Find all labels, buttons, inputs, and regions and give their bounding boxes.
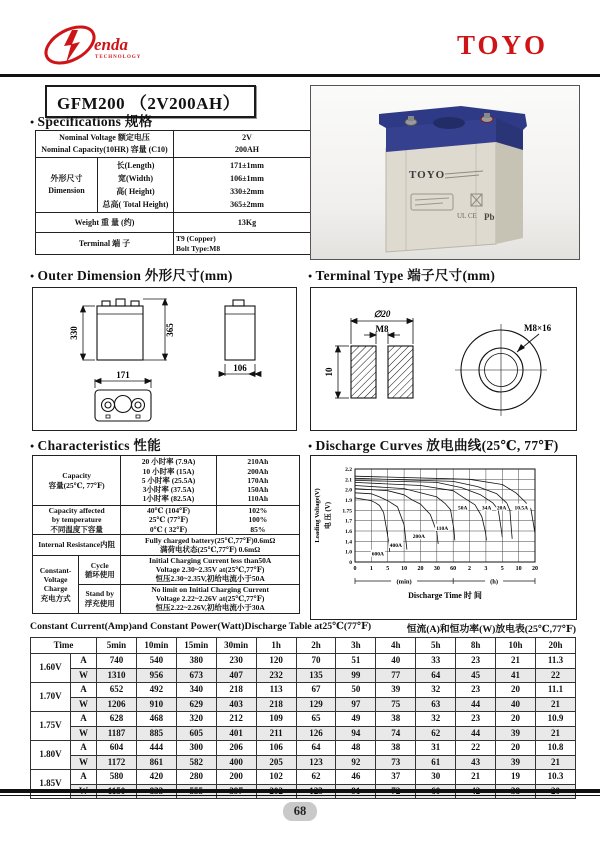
table-cell: 44 xyxy=(456,697,496,712)
svg-text:Loading Voltage(V): Loading Voltage(V) xyxy=(314,488,321,543)
svg-text:1.75: 1.75 xyxy=(342,508,352,515)
table-cell: 205 xyxy=(256,755,296,770)
standby-label: Stand by 浮充使用 xyxy=(79,584,121,613)
footer-rule-thick xyxy=(0,789,600,793)
column-header: 1h xyxy=(256,638,296,654)
svg-text:600A: 600A xyxy=(371,551,385,558)
temp-label: Capacity affected by temperature 不同温度下容量 xyxy=(33,506,121,535)
voltage-label: 1.75V xyxy=(31,712,71,741)
column-header: 3h xyxy=(336,638,376,654)
svg-text:2: 2 xyxy=(468,566,472,572)
table-row xyxy=(33,456,300,506)
table-cell: 45 xyxy=(456,668,496,683)
svg-text:1: 1 xyxy=(369,566,373,572)
svg-text:1.6: 1.6 xyxy=(345,529,352,535)
table-cell: 32 xyxy=(416,683,456,698)
table-cell: 41 xyxy=(496,668,536,683)
table-cell: 21 xyxy=(535,697,575,712)
column-header: 20h xyxy=(535,638,575,654)
table-row-current: 1.80V A 604 444 300 206 106 64 48 38 31 22 20 10.8 xyxy=(31,741,576,756)
table-cell: 38 xyxy=(376,712,416,727)
temp-conditions: 40℃ (104℉) 25℃ (77℉) 0℃ ( 32℉) xyxy=(121,506,216,535)
table-row-current: 1.60V A 740 540 380 230 120 70 51 40 33 23 21 11.3 xyxy=(31,654,576,669)
table-row xyxy=(33,534,300,555)
table-cell: 444 xyxy=(136,741,176,756)
table-cell: 420 xyxy=(136,770,176,785)
capacity-hours: 20 小时率 (7.9A) 10 小时率 (15A) 5 小时率 (25.5A) 3小时率 (37.5A) 1小时率 (82.5A) xyxy=(121,456,216,506)
section-discharge-curves: ● Discharge Curves 放电曲线(25℃, 77℉) xyxy=(308,434,559,454)
table-row-power: W 1187 885 605 401 211 126 94 74 62 44 39 21 xyxy=(31,726,576,741)
table-cell: 20 xyxy=(496,712,536,727)
enda-logo xyxy=(42,18,162,74)
svg-text:5: 5 xyxy=(386,566,390,572)
table-cell: 73 xyxy=(376,755,416,770)
svg-text:0: 0 xyxy=(349,560,352,566)
dim-total-height-365: 365 xyxy=(165,323,175,337)
table-cell: 540 xyxy=(136,654,176,669)
table-cell: 23 xyxy=(456,683,496,698)
svg-text:1.9: 1.9 xyxy=(345,498,352,504)
table-cell: 218 xyxy=(256,697,296,712)
table-cell: 1187 xyxy=(97,726,137,741)
column-header: 10min xyxy=(136,638,176,654)
table-cell: 49 xyxy=(336,712,376,727)
spec-dimension-names: 长(Length) 宽(Width) 高( Height) 总高( Total Height) xyxy=(98,158,174,213)
table-cell: 956 xyxy=(136,668,176,683)
column-header: 2h xyxy=(296,638,336,654)
table-cell: 206 xyxy=(216,741,256,756)
table-cell: 628 xyxy=(97,712,137,727)
table-cell: 10.8 xyxy=(535,741,575,756)
callout-m8x16: M8×16 xyxy=(524,323,552,333)
svg-text:1.0: 1.0 xyxy=(345,549,352,556)
capacity-values: 210Ah 200Ah 170Ah 150Ah 110Ah xyxy=(216,456,299,506)
spec-dimension-values: 171±1mm 106±1mm 330±2mm 365±2mm xyxy=(174,158,321,213)
section-outer-dimension: ● Outer Dimension 外形尺寸(mm) xyxy=(30,264,233,284)
table-cell: 1310 xyxy=(97,668,137,683)
table-cell: 885 xyxy=(136,726,176,741)
dim-width-106: 106 xyxy=(233,363,247,373)
table-cell: 123 xyxy=(296,755,336,770)
table-cell: 33 xyxy=(416,654,456,669)
toyo-logo: TOYO xyxy=(456,30,548,60)
table-cell: 113 xyxy=(256,683,296,698)
table-cell: 120 xyxy=(256,654,296,669)
table-cell: 65 xyxy=(296,712,336,727)
table-row xyxy=(36,158,321,213)
svg-text:1.4: 1.4 xyxy=(345,539,352,546)
table-cell: 77 xyxy=(376,668,416,683)
table-cell: 340 xyxy=(176,683,216,698)
ir-value: Fully charged battery(25℃,77℉)0.6mΩ 满荷电状态(25℃,77℉) 0.6mΩ xyxy=(121,534,300,555)
svg-text:10: 10 xyxy=(515,566,522,572)
svg-text:20: 20 xyxy=(417,566,424,572)
column-header: 4h xyxy=(376,638,416,654)
table-cell: 31 xyxy=(416,741,456,756)
page-number: 68 xyxy=(283,802,317,821)
svg-text:400A: 400A xyxy=(389,542,403,549)
footer-rule-thin xyxy=(0,795,600,796)
table-cell: 230 xyxy=(216,654,256,669)
table-row-power: W 1310 956 673 407 232 135 99 77 64 45 41 22 xyxy=(31,668,576,683)
table-cell: 10.9 xyxy=(535,712,575,727)
table-row xyxy=(36,233,321,255)
ul-ce-marks: UL CE xyxy=(457,212,477,220)
table-cell: 32 xyxy=(416,712,456,727)
table-cell: 582 xyxy=(176,755,216,770)
battery-photo xyxy=(310,85,580,260)
table-cell: 74 xyxy=(376,726,416,741)
svg-text:10: 10 xyxy=(401,566,408,572)
table-cell: 109 xyxy=(256,712,296,727)
table-cell: 232 xyxy=(256,668,296,683)
svg-text:2.2: 2.2 xyxy=(345,467,352,473)
section-terminal-type: ● Terminal Type 端子尺寸(mm) xyxy=(308,264,495,284)
table-row-current: 1.75V A 628 468 320 212 109 65 49 38 32 23 20 10.9 xyxy=(31,712,576,727)
table-cell: 1172 xyxy=(97,755,137,770)
voltage-label: 1.70V xyxy=(31,683,71,712)
table-cell: 21 xyxy=(496,654,536,669)
table-cell: 492 xyxy=(136,683,176,698)
svg-text:1.7: 1.7 xyxy=(345,518,352,525)
svg-text:电 压 (V): 电 压 (V) xyxy=(324,501,332,530)
table-cell: 61 xyxy=(416,755,456,770)
table-cell: 218 xyxy=(216,683,256,698)
dim-length-171: 171 xyxy=(116,370,130,380)
standby-value: No limit on Initial Charging Current Voltage 2.22~2.26V at(25℃,77℉) 恒压2.22~2.26V,初给电流小于30A xyxy=(121,584,300,613)
table-cell: 38 xyxy=(376,741,416,756)
table-cell: 200 xyxy=(216,770,256,785)
table-cell: 37 xyxy=(376,770,416,785)
table-cell: 75 xyxy=(376,697,416,712)
table-cell: 468 xyxy=(136,712,176,727)
section-characteristics: ● Characteristics 性能 xyxy=(30,434,161,454)
table-cell: 407 xyxy=(216,668,256,683)
table-row xyxy=(36,131,321,158)
cycle-label: Cycle 循环使用 xyxy=(79,555,121,584)
table-cell: 102 xyxy=(256,770,296,785)
table-cell: 40 xyxy=(496,697,536,712)
table-cell: 39 xyxy=(376,683,416,698)
table-header-row: Time 5min 10min 15min 30min 1h 2h 3h 4h 5h 8h 10h 20h xyxy=(31,638,576,654)
voltage-label: 1.85V xyxy=(31,770,71,799)
table-cell: 22 xyxy=(535,668,575,683)
column-header: 15min xyxy=(176,638,216,654)
column-header: 8h xyxy=(456,638,496,654)
table-cell: 46 xyxy=(336,770,376,785)
svg-text:2.0: 2.0 xyxy=(345,487,352,494)
table-cell: 63 xyxy=(416,697,456,712)
table-row xyxy=(36,213,321,233)
battery-body-front xyxy=(386,138,496,252)
table-cell: 44 xyxy=(456,726,496,741)
table-cell: 129 xyxy=(296,697,336,712)
table-cell: 21 xyxy=(535,755,575,770)
svg-text:0: 0 xyxy=(353,566,357,572)
discharge-table-title-en: Constant Current(Amp)and Constant Power(Watt)Discharge Table at25℃(77℉) xyxy=(30,621,372,632)
spec-weight-value: 13Kg xyxy=(174,213,321,233)
svg-text:30: 30 xyxy=(433,566,440,572)
table-cell: 11.3 xyxy=(535,654,575,669)
table-row-current: 1.85V A 580 420 280 200 102 62 46 37 30 21 19 10.3 xyxy=(31,770,576,785)
discharge-table-title-cn: 恒流(A)和恒功率(W)放电表(25℃,77℉) xyxy=(406,624,576,635)
terminal-type-drawing xyxy=(310,287,577,431)
logo-text: enda xyxy=(94,35,128,54)
svg-text:(h): (h) xyxy=(490,578,499,586)
svg-text:(min): (min) xyxy=(396,578,412,586)
table-cell: 106 xyxy=(256,741,296,756)
table-cell: 50 xyxy=(336,683,376,698)
table-cell: 62 xyxy=(296,770,336,785)
svg-text:10.5A: 10.5A xyxy=(514,505,529,512)
table-cell: 43 xyxy=(456,755,496,770)
svg-text:Discharge Time 时 间: Discharge Time 时 间 xyxy=(408,591,482,600)
table-cell: 740 xyxy=(97,654,137,669)
table-cell: 19 xyxy=(496,770,536,785)
table-cell: 212 xyxy=(216,712,256,727)
dim-depth-10: 10 xyxy=(324,367,334,377)
svg-text:20A: 20A xyxy=(496,505,507,512)
header-rule xyxy=(0,74,600,77)
table-cell: 64 xyxy=(296,741,336,756)
table-cell: 30 xyxy=(416,770,456,785)
dim-thread-m8: M8 xyxy=(375,324,389,334)
table-cell: 40 xyxy=(376,654,416,669)
table-cell: 10.3 xyxy=(535,770,575,785)
table-cell: 910 xyxy=(136,697,176,712)
battery-body-side xyxy=(496,138,523,244)
cycle-value: Initial Charging Current less than50A Voltage 2.30~2.35V at(25℃,77℉) 恒压2.30~2.35V,初给电流小于50A xyxy=(121,555,300,584)
table-cell: 300 xyxy=(176,741,216,756)
charge-label: Constant- Voltage Charge 充电方式 xyxy=(33,555,79,613)
battery-brand-text: TOYO xyxy=(409,169,446,181)
discharge-curves-chart xyxy=(310,455,577,620)
svg-text:50A: 50A xyxy=(457,505,468,512)
table-cell: 20 xyxy=(496,683,536,698)
svg-text:110A: 110A xyxy=(436,525,449,532)
voltage-label: 1.80V xyxy=(31,741,71,770)
table-cell: 211 xyxy=(256,726,296,741)
characteristics-table xyxy=(32,455,300,614)
table-cell: 320 xyxy=(176,712,216,727)
spec-nominal-values: 2V 200AH xyxy=(174,131,321,158)
table-cell: 401 xyxy=(216,726,256,741)
table-row xyxy=(33,555,300,584)
table-cell: 99 xyxy=(336,668,376,683)
table-cell: 62 xyxy=(416,726,456,741)
table-cell: 67 xyxy=(296,683,336,698)
model-title: GFM200 （2V200AH） xyxy=(45,85,256,118)
table-cell: 20 xyxy=(496,741,536,756)
table-cell: 23 xyxy=(456,654,496,669)
table-cell: 403 xyxy=(216,697,256,712)
table-cell: 380 xyxy=(176,654,216,669)
table-cell: 280 xyxy=(176,770,216,785)
column-header: 5min xyxy=(97,638,137,654)
table-cell: 94 xyxy=(336,726,376,741)
table-cell: 135 xyxy=(296,668,336,683)
temp-values: 102% 100% 85% xyxy=(216,506,299,535)
dim-diameter-20: ∅20 xyxy=(373,309,391,319)
table-cell: 580 xyxy=(97,770,137,785)
dim-height-330: 330 xyxy=(69,326,79,340)
column-header: 5h xyxy=(416,638,456,654)
spec-terminal-label: Terminal 端 子 xyxy=(36,233,174,255)
table-row xyxy=(33,506,300,535)
table-cell: 126 xyxy=(296,726,336,741)
table-cell: 21 xyxy=(535,726,575,741)
table-cell: 64 xyxy=(416,668,456,683)
table-cell: 400 xyxy=(216,755,256,770)
table-cell: 1206 xyxy=(97,697,137,712)
spec-nominal-labels: Nominal Voltage 额定电压 Nominal Capacity(10HR) 容量 (C10) xyxy=(36,131,174,158)
pb-mark: Pb xyxy=(484,212,495,222)
ir-label: Internal Resistance内阻 xyxy=(33,534,121,555)
table-cell: 92 xyxy=(336,755,376,770)
table-cell: 605 xyxy=(176,726,216,741)
svg-text:20: 20 xyxy=(532,566,538,572)
spec-dimension-label: 外形尺寸 Dimension xyxy=(36,158,98,213)
discharge-table xyxy=(30,637,576,799)
svg-text:60: 60 xyxy=(450,566,457,572)
logo-subtext: TECHNOLOGY xyxy=(95,55,142,60)
table-cell: 70 xyxy=(296,654,336,669)
table-cell: 21 xyxy=(456,770,496,785)
svg-text:200A: 200A xyxy=(412,534,425,541)
table-row-power: W 1172 861 582 400 205 123 92 73 61 43 39 21 xyxy=(31,755,576,770)
table-cell: 39 xyxy=(496,755,536,770)
table-cell: 39 xyxy=(496,726,536,741)
table-cell: 604 xyxy=(97,741,137,756)
svg-text:5: 5 xyxy=(500,566,504,572)
capacity-label: Capacity 容量(25℃, 77℉) xyxy=(33,456,121,506)
table-cell: 22 xyxy=(456,741,496,756)
table-row-power: W 1206 910 629 403 218 129 97 75 63 44 40 21 xyxy=(31,697,576,712)
svg-text:2.1: 2.1 xyxy=(345,477,352,484)
table-cell: 51 xyxy=(336,654,376,669)
spec-weight-label: Weight 重 量 (约) xyxy=(36,213,174,233)
battery-vent-cap xyxy=(433,117,465,129)
column-header: 10h xyxy=(496,638,536,654)
table-cell: 861 xyxy=(136,755,176,770)
outer-dimension-drawing xyxy=(32,287,297,431)
table-cell: 652 xyxy=(97,683,137,698)
table-cell: 48 xyxy=(336,741,376,756)
svg-text:3: 3 xyxy=(484,566,488,572)
column-header: 30min xyxy=(216,638,256,654)
table-cell: 23 xyxy=(456,712,496,727)
svg-text:34A: 34A xyxy=(481,505,492,512)
voltage-label: 1.60V xyxy=(31,654,71,683)
spec-terminal-value: T9 (Copper) Bolt Type:M8 xyxy=(174,233,321,255)
table-cell: 629 xyxy=(176,697,216,712)
discharge-table-title xyxy=(30,621,576,635)
section-specifications: ● Specifications 规格 xyxy=(30,110,153,130)
table-cell: 97 xyxy=(336,697,376,712)
table-row-current: 1.70V A 652 492 340 218 113 67 50 39 32 23 20 11.1 xyxy=(31,683,576,698)
table-cell: 673 xyxy=(176,668,216,683)
spec-table xyxy=(35,130,321,255)
table-cell: 11.1 xyxy=(535,683,575,698)
